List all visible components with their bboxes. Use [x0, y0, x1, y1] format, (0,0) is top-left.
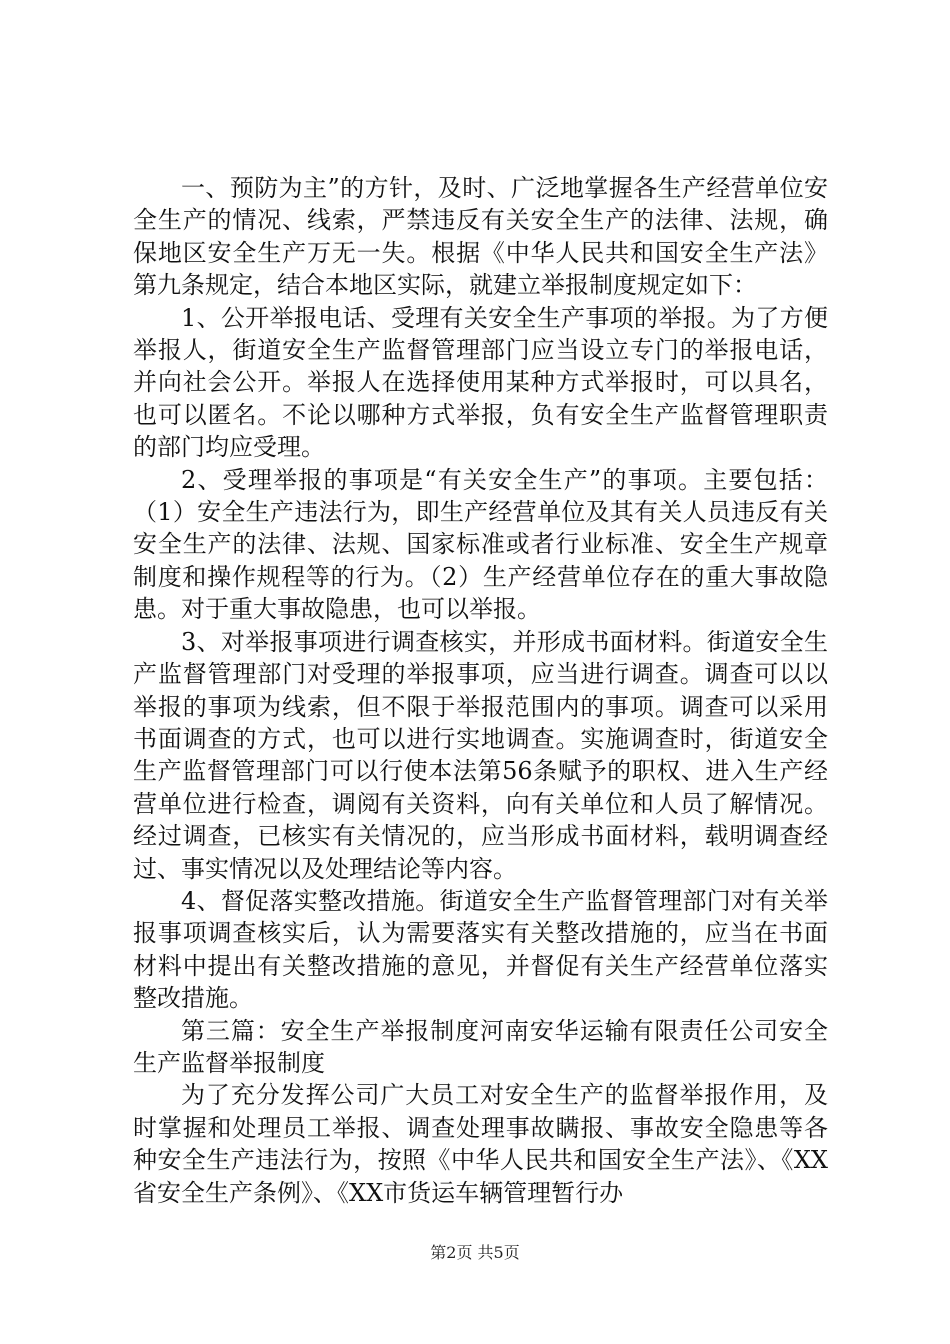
- section-heading: 第三篇：安全生产举报制度河南安华运输有限责任公司安全生产监督举报制度: [133, 1016, 828, 1077]
- paragraph-item-4: 4、督促落实整改措施。街道安全生产监督管理部门对有关举报事项调查核实后，认为需要落实有关整改措施的，应当在书面材料中提出有关整改措施的意见，并督促有关生产经营单位落实整改措施。: [133, 886, 828, 1013]
- paragraph-intro: 一、预防为主”的方针，及时、广泛地掌握各生产经营单位安全生产的情况、线索，严禁违反有关安全生产的法律、法规，确保地区安全生产万无一失。根据《中华人民共和国安全生产法》第九条规定，结合本地区实际，就建立举报制度规定如下：: [133, 174, 828, 300]
- paragraph-item-3: 3、对举报事项进行调查核实，并形成书面材料。街道安全生产监督管理部门对受理的举报事项，应当进行调查。调查可以以举报的事项为线索，但不限于举报范围内的事项。调查可以采用书面调查的方式，也可以进行实地调查。实施调查时，街道安全生产监督管理部门可以行使本法第56条赋予的职权、进入生产经营单位进行检查，调阅有关资料，向有关单位和人员了解情况。经过调查，已核实有关情况的，应当形成书面材料，载明调查经过、事实情况以及处理结论等内容。: [133, 627, 828, 883]
- document-body: [133, 172, 828, 1209]
- page-number: 第2页 共5页: [430, 1243, 520, 1262]
- paragraph-section-intro: 为了充分发挥公司广大员工对安全生产的监督举报作用，及时掌握和处理员工举报、调查处理事故瞒报、事故安全隐患等各种安全生产违法行为，按照《中华人民共和国安全生产法》、《XX省安全生产条例》、《XX市货运车辆管理暂行办: [133, 1081, 828, 1207]
- paragraph-item-2: 2、受理举报的事项是“有关安全生产”的事项。主要包括：（1）安全生产违法行为，即生产经营单位及其有关人员违反有关安全生产的法律、法规、国家标准或者行业标准、安全生产规章制度和操作规程等的行为。（2）生产经营单位存在的重大事故隐患。对于重大事故隐患，也可以举报。: [133, 465, 828, 624]
- paragraph-item-1: 1、公开举报电话、受理有关安全生产事项的举报。为了方便举报人，街道安全生产监督管理部门应当设立专门的举报电话，并向社会公开。举报人在选择使用某种方式举报时，可以具名，也可以匿名。不论以哪种方式举报，负有安全生产监督管理职责的部门均应受理。: [133, 303, 828, 462]
